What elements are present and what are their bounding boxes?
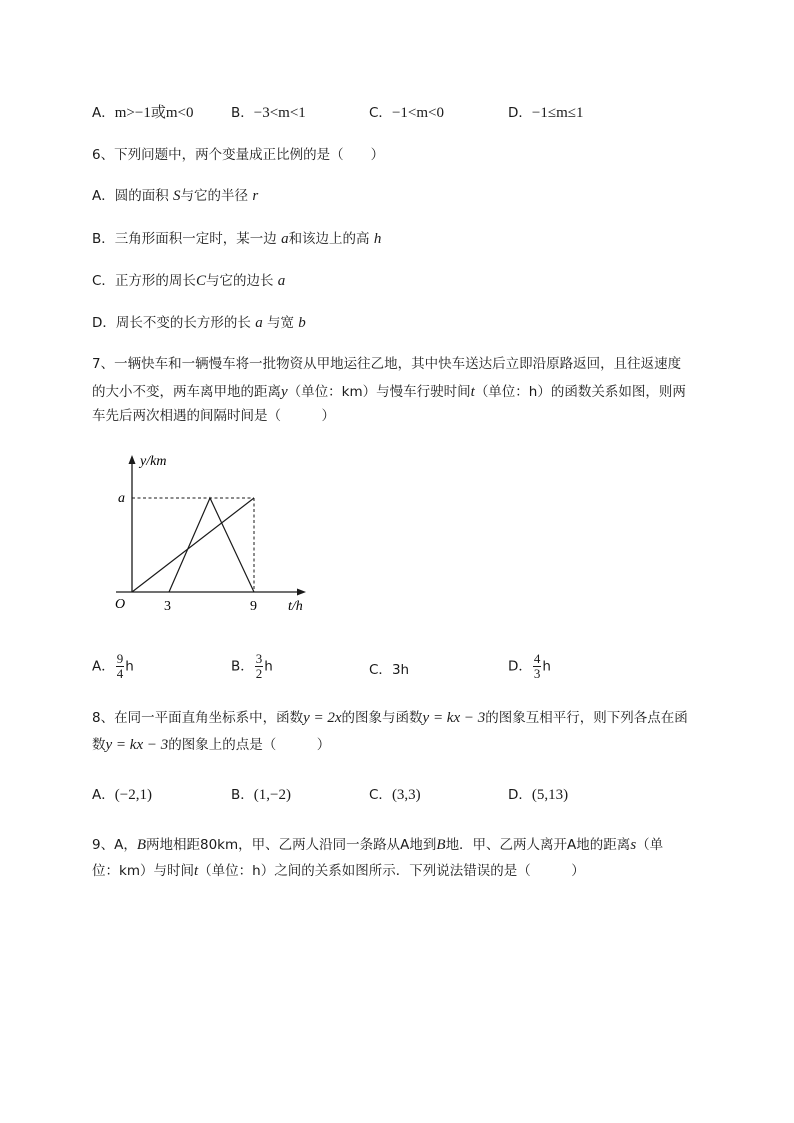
q8-option-d[interactable] bbox=[508, 783, 568, 804]
option-letter: A． bbox=[92, 787, 115, 803]
slow-car-line bbox=[132, 498, 254, 592]
q5-option-d[interactable] bbox=[508, 101, 584, 122]
fraction bbox=[255, 652, 264, 681]
option-letter: D． bbox=[92, 315, 116, 331]
q7-stem-line3: 车先后两次相遇的间隔时间是（ ） bbox=[92, 408, 335, 424]
fast-car-line bbox=[169, 498, 254, 592]
math-var: t bbox=[193, 863, 199, 879]
numerator: 4 bbox=[533, 651, 541, 666]
q6-option-c[interactable] bbox=[92, 269, 285, 290]
option-text: (−2,1) bbox=[114, 787, 152, 803]
q5-option-b[interactable] bbox=[231, 101, 306, 122]
stem-text: 的大小不变，两车离甲地的距离 bbox=[92, 384, 281, 400]
math-expr: y = kx − 3 bbox=[422, 710, 486, 726]
math-var: t bbox=[470, 384, 475, 400]
q8-option-b[interactable] bbox=[231, 783, 291, 804]
option-text: 与宽 bbox=[262, 315, 299, 331]
stem-text: 的图象互相平行，则下列各点在函 bbox=[485, 710, 688, 726]
option-letter: A． bbox=[92, 188, 115, 204]
y-axis-arrow bbox=[129, 455, 136, 464]
option-letter: A． bbox=[92, 658, 115, 675]
stem-text: 数 bbox=[92, 737, 106, 753]
math-var: r bbox=[252, 188, 259, 204]
denominator: 4 bbox=[116, 666, 124, 681]
stem-text: （单位：km）与慢车行驶时间 bbox=[287, 384, 471, 400]
numerator: 3 bbox=[255, 651, 263, 666]
q7-stem-line2 bbox=[92, 380, 686, 401]
option-text: −1≤m≤1 bbox=[531, 105, 584, 121]
stem-text: （单位：h）之间的关系如图所示．下列说法错误的是（ ） bbox=[198, 863, 585, 879]
q6-option-a[interactable] bbox=[92, 184, 258, 205]
q7-options bbox=[92, 652, 732, 682]
math-var: b bbox=[298, 315, 306, 331]
q8-stem-line1 bbox=[92, 706, 688, 727]
option-letter: B． bbox=[92, 231, 115, 247]
option-text: 与它的边长 bbox=[205, 273, 278, 289]
option-letter: B． bbox=[231, 105, 254, 121]
x-axis-label: t/h bbox=[288, 599, 303, 614]
option-letter: B． bbox=[231, 787, 254, 803]
option-text: (3,3) bbox=[391, 787, 421, 803]
stem-text: 9、A， bbox=[92, 837, 137, 853]
math-var: a bbox=[277, 273, 286, 289]
q6-stem: 6、下列问题中，两个变量成正比例的是（ ） bbox=[92, 147, 385, 163]
q5-option-c[interactable] bbox=[369, 101, 444, 122]
option-letter: C． bbox=[369, 105, 392, 121]
fraction bbox=[116, 652, 125, 681]
option-text: 圆的面积 bbox=[114, 188, 174, 204]
denominator: 3 bbox=[533, 666, 541, 681]
option-text: −1<m<0 bbox=[391, 105, 444, 121]
unit: h bbox=[125, 658, 134, 675]
q5-option-a[interactable] bbox=[92, 101, 193, 122]
q7-stem-line1: 7、一辆快车和一辆慢车将一批物资从甲地运往乙地，其中快车送达后立即沿原路返回，且往返速度 bbox=[92, 356, 682, 372]
option-text: 与它的半径 bbox=[180, 188, 253, 204]
q8-option-a[interactable] bbox=[92, 783, 152, 804]
y-axis-label-text: y/km bbox=[140, 454, 167, 469]
q7-option-d[interactable] bbox=[508, 652, 551, 681]
stem-text: 地．甲、乙两人离开A地的距离 bbox=[445, 837, 631, 853]
math-var: s bbox=[630, 837, 637, 853]
option-letter: C． bbox=[92, 273, 115, 289]
option-letter: D． bbox=[508, 658, 532, 675]
stem-text: 位：km）与时间 bbox=[92, 863, 194, 879]
math-var: B bbox=[436, 837, 446, 853]
stem-text: （单 bbox=[636, 837, 664, 853]
option-letter: C． bbox=[369, 787, 392, 803]
option-letter: B． bbox=[231, 658, 254, 675]
math-var: a bbox=[281, 231, 289, 247]
q6-option-d[interactable] bbox=[92, 311, 306, 332]
unit: h bbox=[542, 658, 551, 675]
math-var: a bbox=[255, 315, 263, 331]
denominator: 2 bbox=[255, 666, 263, 681]
option-letter: A． bbox=[92, 105, 115, 121]
q9-stem-line1 bbox=[92, 833, 663, 854]
option-text: 正方形的周长 bbox=[114, 273, 196, 289]
option-text: −3<m<1 bbox=[253, 105, 306, 121]
tick-3: 3 bbox=[164, 599, 171, 614]
q9-stem-line2 bbox=[92, 859, 585, 880]
label-origin: O bbox=[115, 597, 126, 612]
q8-stem-line2 bbox=[92, 733, 330, 754]
stem-text: 8、在同一平面直角坐标系中，函数 bbox=[92, 710, 304, 726]
label-a: a bbox=[118, 491, 125, 506]
q7-option-b[interactable] bbox=[231, 652, 273, 681]
stem-text: （单位：h）的函数关系如图，则两 bbox=[474, 384, 686, 400]
option-text: 周长不变的长方形的长 bbox=[115, 315, 256, 331]
x-axis-arrow bbox=[297, 589, 306, 596]
option-letter: C． bbox=[369, 662, 392, 678]
option-text: 三角形面积一定时，某一边 bbox=[114, 231, 282, 247]
option-letter: D． bbox=[508, 787, 532, 803]
math-var: B bbox=[136, 837, 146, 853]
q5-options bbox=[92, 101, 732, 123]
option-text: 和该边上的高 bbox=[288, 231, 374, 247]
stem-text: 的图象与函数 bbox=[341, 710, 423, 726]
option-text: m>−1或m<0 bbox=[114, 105, 194, 121]
stem-text: 两地相距80km，甲、乙两人沿同一条路从A地到 bbox=[146, 837, 437, 853]
q8-option-c[interactable] bbox=[369, 783, 421, 804]
y-axis-label bbox=[138, 454, 166, 469]
math-var: S bbox=[173, 188, 181, 204]
q6-option-b[interactable] bbox=[92, 227, 381, 248]
tick-9: 9 bbox=[250, 599, 257, 614]
math-var: C bbox=[195, 273, 206, 289]
option-text: (1,−2) bbox=[253, 787, 291, 803]
option-letter: D． bbox=[508, 105, 532, 121]
q7-distance-time-graph bbox=[98, 452, 314, 622]
fraction bbox=[533, 652, 542, 681]
unit: h bbox=[264, 658, 273, 675]
stem-text: 的图象上的点是（ ） bbox=[168, 737, 331, 753]
option-text: 3h bbox=[391, 662, 410, 678]
q7-option-a[interactable] bbox=[92, 652, 134, 681]
option-text: (5,13) bbox=[531, 787, 569, 803]
math-expr: y = 2x bbox=[303, 710, 342, 726]
q8-options bbox=[92, 783, 732, 805]
math-expr: y = kx − 3 bbox=[105, 737, 169, 753]
q7-option-c[interactable] bbox=[369, 658, 409, 678]
math-var: y bbox=[281, 384, 288, 400]
numerator: 9 bbox=[116, 651, 124, 666]
math-var: h bbox=[373, 231, 382, 247]
